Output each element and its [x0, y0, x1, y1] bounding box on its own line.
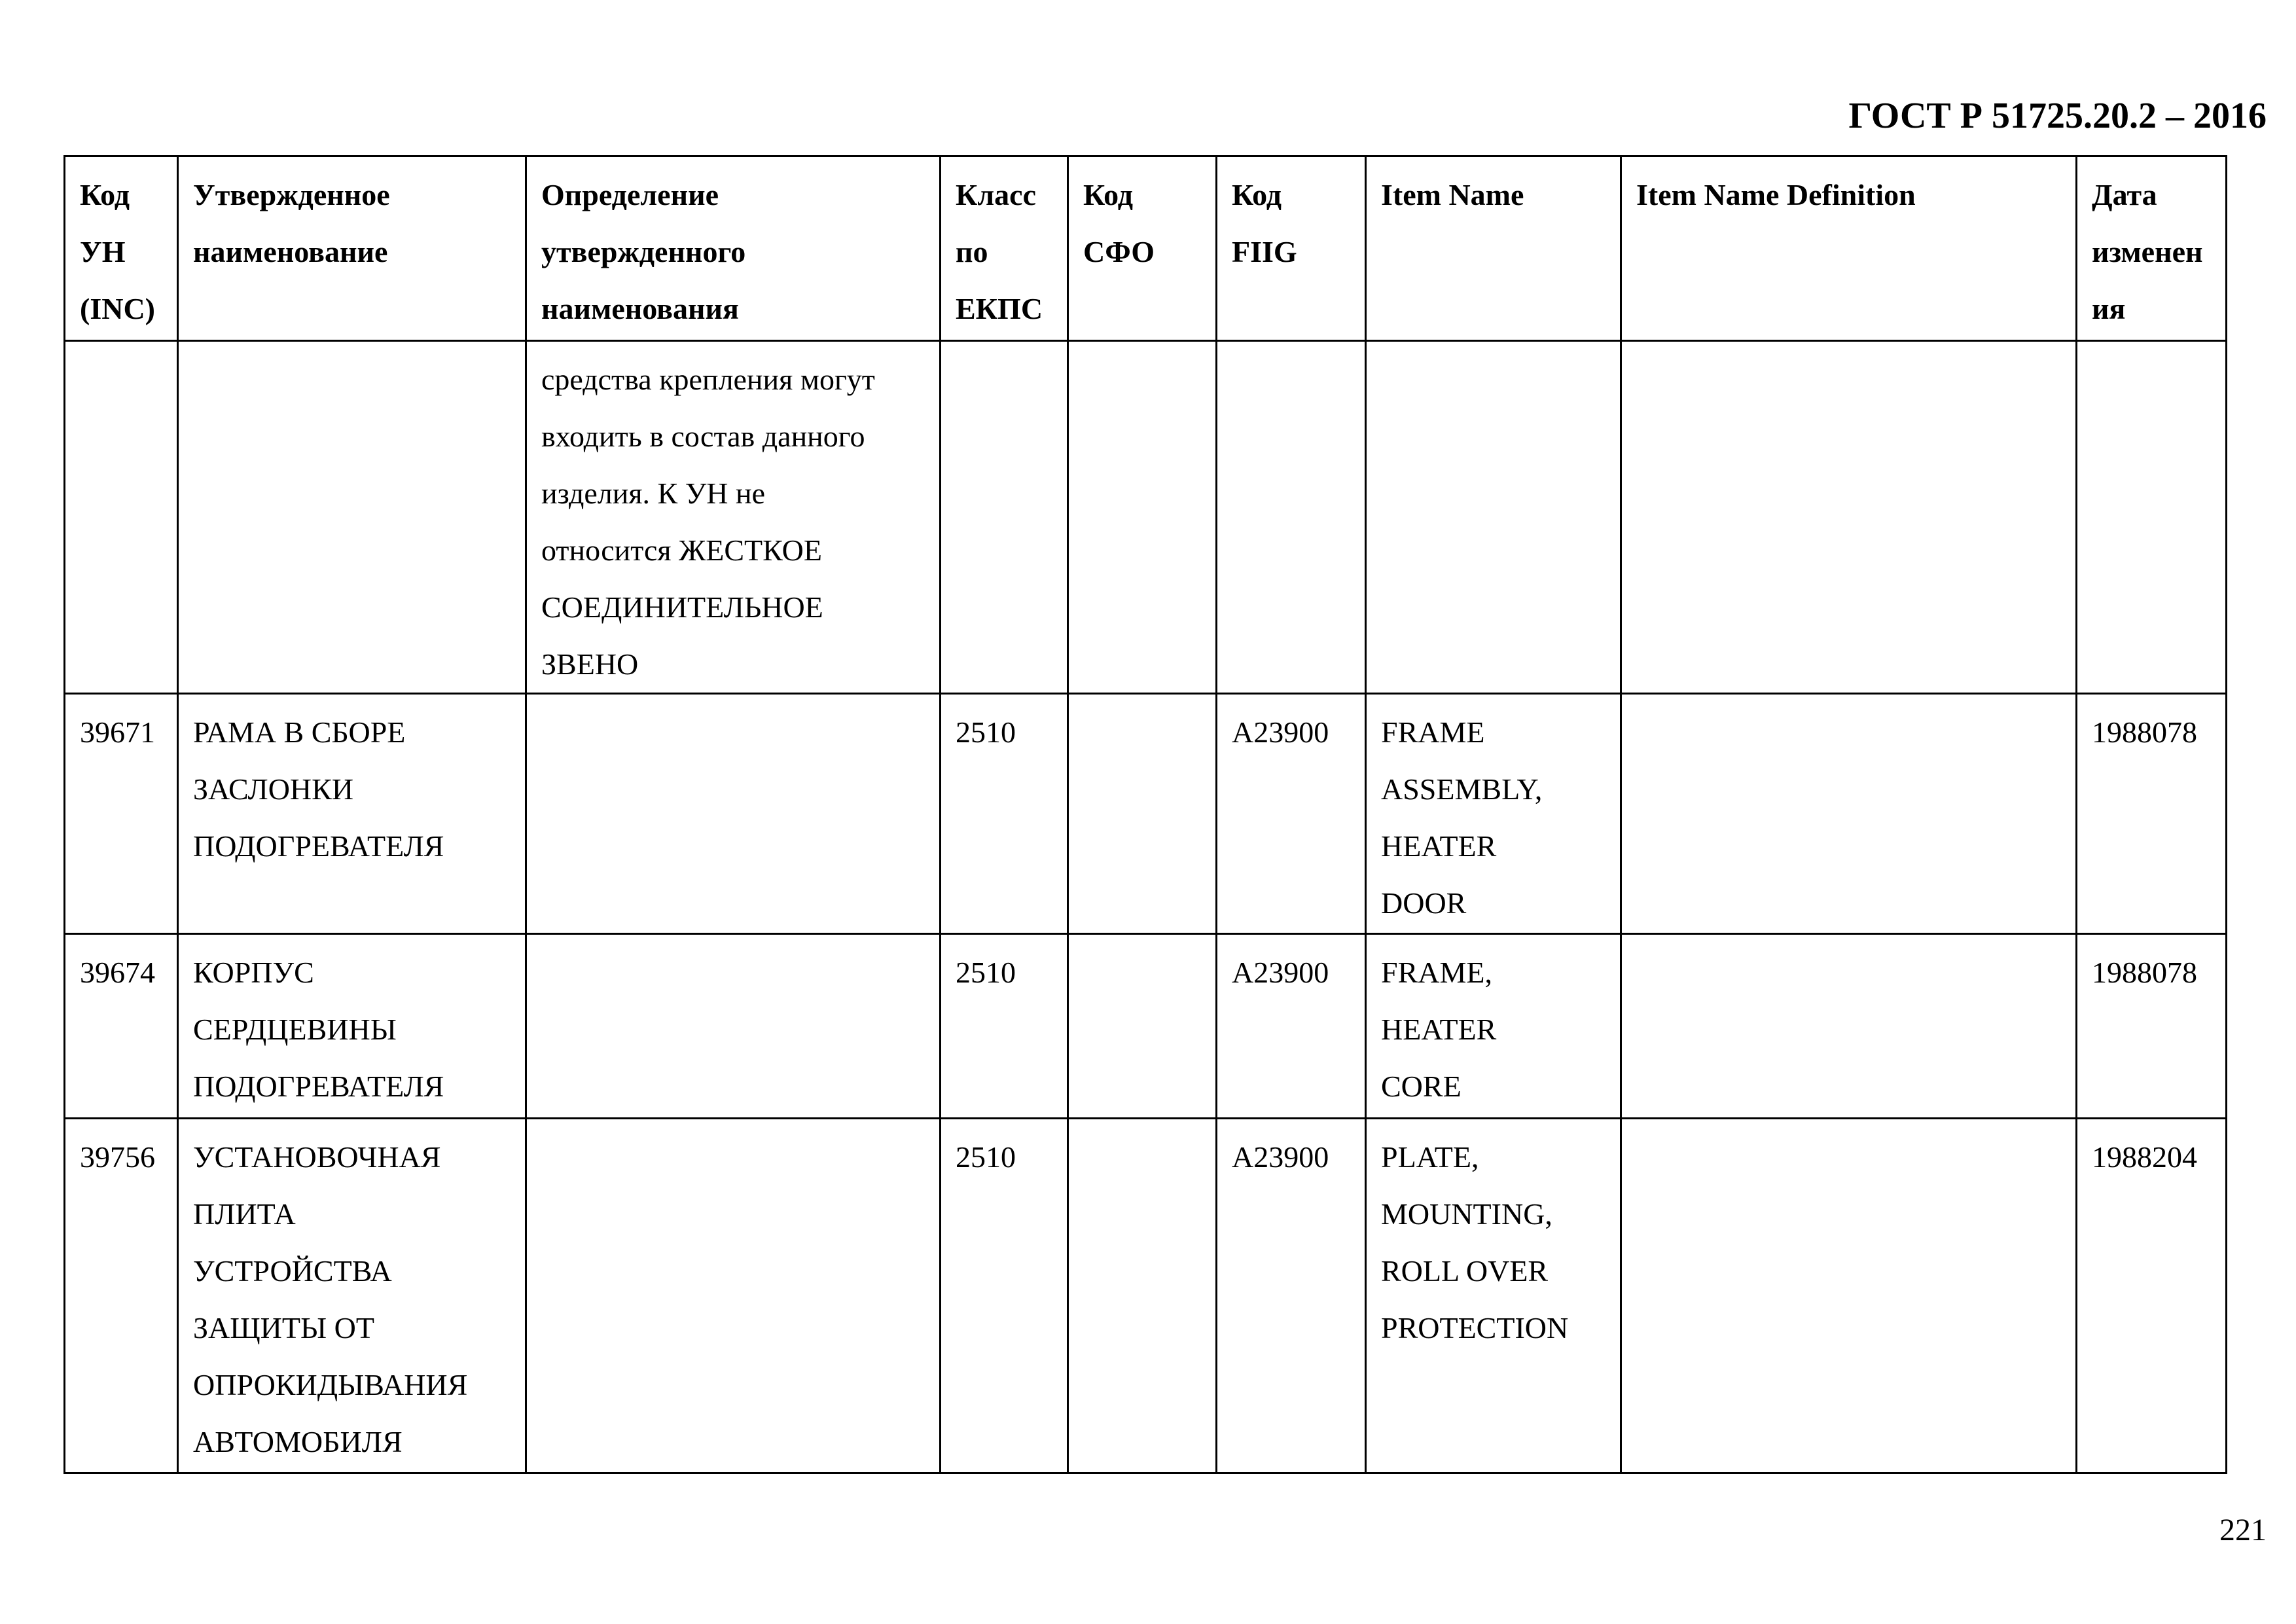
cell-approved-name: УСТАНОВОЧНАЯ ПЛИТА УСТРОЙСТВА ЗАЩИТЫ ОТ ОПРОКИДЫВАНИЯ АВТОМОБИЛЯ — [178, 1119, 526, 1473]
header-item-name: Item Name — [1366, 156, 1621, 341]
cell-fiig-code: A23900 — [1217, 1119, 1366, 1473]
cell-item-name — [1366, 341, 1621, 694]
cell-sfo-code — [1068, 1119, 1217, 1473]
header-change-date: Дата изменен ия — [2077, 156, 2227, 341]
cell-ekps-class — [941, 341, 1068, 694]
cell-approved-name: КОРПУС СЕРДЦЕВИНЫ ПОДОГРЕВАТЕЛЯ — [178, 934, 526, 1119]
cell-item-name-definition — [1621, 934, 2077, 1119]
cell-ekps-class: 2510 — [941, 1119, 1068, 1473]
table-row — [65, 694, 2227, 934]
cell-fiig-code: A23900 — [1217, 934, 1366, 1119]
cell-name-definition — [526, 1119, 941, 1473]
header-ekps-class: Класс по ЕКПС — [941, 156, 1068, 341]
header-name-definition: Определение утвержденного наименования — [526, 156, 941, 341]
cell-item-name: FRAME ASSEMBLY, HEATER DOOR — [1366, 694, 1621, 934]
table-row — [65, 934, 2227, 1119]
page-number: 221 — [2219, 1513, 2267, 1547]
cell-ekps-class: 2510 — [941, 934, 1068, 1119]
cell-fiig-code — [1217, 341, 1366, 694]
cell-sfo-code — [1068, 341, 1217, 694]
header-approved-name: Утвержденное наименование — [178, 156, 526, 341]
cell-name-definition: средства крепления могут входить в состав данного изделия. К УН не относится ЖЕСТКОЕ СОЕДИНИТЕЛЬНОЕ ЗВЕНО — [526, 341, 941, 694]
cell-inc-code: 39671 — [65, 694, 178, 934]
cell-name-definition — [526, 694, 941, 934]
cell-sfo-code — [1068, 694, 1217, 934]
cell-name-definition — [526, 934, 941, 1119]
header-item-name-definition: Item Name Definition — [1621, 156, 2077, 341]
cell-inc-code: 39674 — [65, 934, 178, 1119]
cell-change-date: 1988078 — [2077, 934, 2227, 1119]
cell-inc-code — [65, 341, 178, 694]
cell-change-date: 1988078 — [2077, 694, 2227, 934]
header-sfo-code: Код СФО — [1068, 156, 1217, 341]
cell-change-date — [2077, 341, 2227, 694]
cell-item-name-definition — [1621, 694, 2077, 934]
table-header-row — [65, 156, 2227, 341]
table-row — [65, 341, 2227, 694]
cell-fiig-code: A23900 — [1217, 694, 1366, 934]
cell-item-name-definition — [1621, 1119, 2077, 1473]
inc-table — [63, 155, 2227, 1474]
cell-approved-name — [178, 341, 526, 694]
cell-change-date: 1988204 — [2077, 1119, 2227, 1473]
cell-item-name-definition — [1621, 341, 2077, 694]
cell-item-name: PLATE, MOUNTING, ROLL OVER PROTECTION — [1366, 1119, 1621, 1473]
cell-inc-code: 39756 — [65, 1119, 178, 1473]
table-row — [65, 1119, 2227, 1473]
cell-approved-name: РАМА В СБОРЕ ЗАСЛОНКИ ПОДОГРЕВАТЕЛЯ — [178, 694, 526, 934]
header-inc-code: Код УН (INC) — [65, 156, 178, 341]
header-fiig-code: Код FIIG — [1217, 156, 1366, 341]
document-standard-header: ГОСТ Р 51725.20.2 – 2016 — [1848, 96, 2267, 136]
cell-ekps-class: 2510 — [941, 694, 1068, 934]
cell-item-name: FRAME, HEATER CORE — [1366, 934, 1621, 1119]
cell-sfo-code — [1068, 934, 1217, 1119]
